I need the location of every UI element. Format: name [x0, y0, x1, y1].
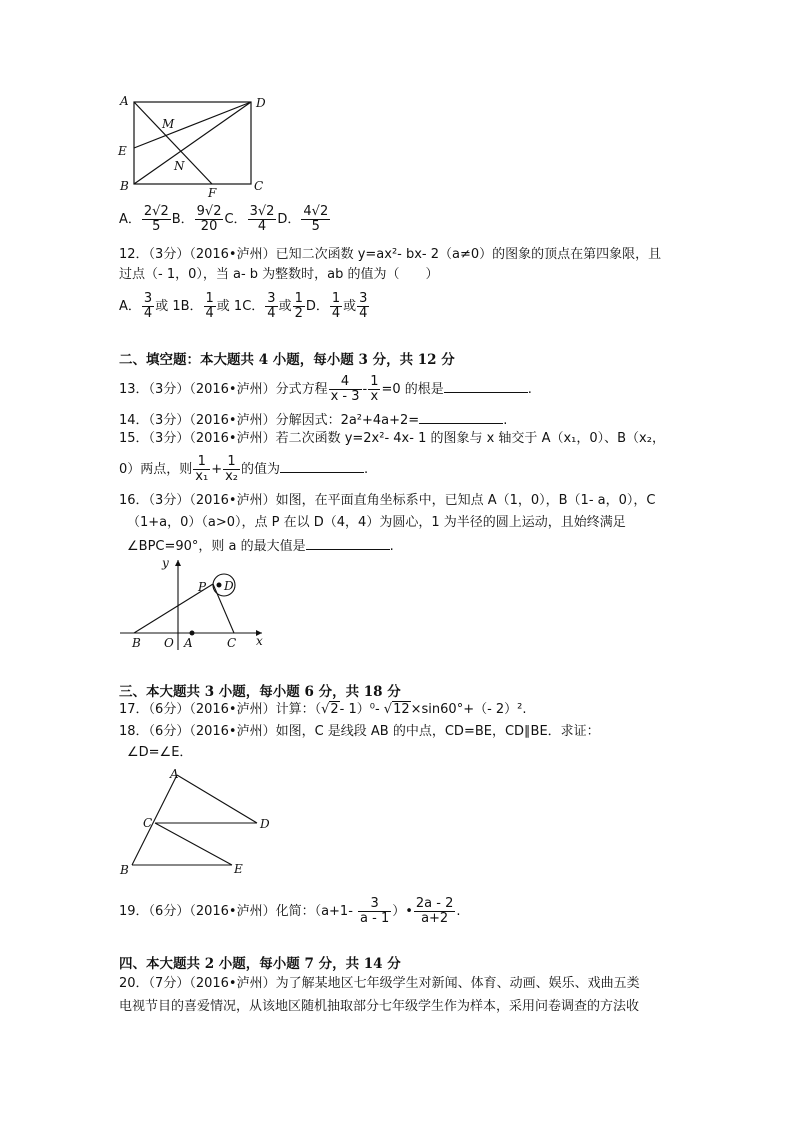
label-B: B — [120, 179, 129, 193]
q11-option-c-letter: C． — [224, 212, 247, 227]
q12-option-d-fraction2: $\frac{3}{4}$ — [359, 291, 368, 321]
q17: 17．（6分）（2016•泸州）计算：（√2- 1）⁰- √12×sin60°+（- 2）². — [119, 702, 527, 717]
label-C: C — [143, 816, 153, 830]
q19: 19．（6分）（2016•泸州）化简：（a+1- $\frac{3}{a - 1}$ ）• $\frac{2a - 2}{a+2}$ . — [119, 896, 461, 926]
q11-option-c-fraction: $\frac{3√2}{4}$ — [249, 204, 275, 234]
q20-line2: 电视节目的喜爱情况，从该地区随机抽取部分七年级学生作为样本，采用问卷调查的方法收 — [119, 999, 640, 1014]
label-A: A — [120, 94, 129, 108]
q11-option-b-letter: B． — [171, 212, 194, 227]
label-D: D — [260, 817, 270, 831]
label-x: x — [256, 634, 263, 648]
q16-line1: 16．（3分）（2016•泸州）如图，在平面直角坐标系中，已知点 A（1，0），B（1- a，0），C — [119, 493, 656, 508]
q12-line2: 过点（- 1，0），当 a- b 为整数时，ab 的值为（ ） — [119, 267, 439, 282]
q11-option-b-fraction: $\frac{9√2}{20}$ — [196, 204, 222, 234]
section3-heading: 三、本大题共 3 小题，每小题 6 分，共 18 分 — [119, 684, 401, 700]
q12-option-d-fraction: $\frac{1}{4}$ — [331, 291, 341, 321]
label-N: N — [174, 159, 185, 173]
label-O: O — [164, 636, 174, 650]
section4-heading: 四、本大题共 2 小题，每小题 7 分，共 14 分 — [119, 956, 401, 972]
q11-options — [119, 205, 331, 234]
q18-line1: 18．（6分）（2016•泸州）如图，C 是线段 AB 的中点，CD=BE，CD∥BE．求证： — [119, 724, 600, 739]
rectangle-figure — [112, 92, 282, 200]
label-C: C — [227, 636, 237, 650]
q16-line3: ∠BPC=90°，则 a 的最大值是 . — [127, 539, 394, 554]
q15-fraction2: $\frac{1}{\text{x₂}}$ — [225, 454, 238, 484]
q13-fraction1: $\frac{4}{x - 3}$ — [330, 374, 360, 404]
q13: 13．（3分）（2016•泸州）分式方程 $\frac{4}{x - 3}$ - $\frac{1}{x}$ =0 的根是 . — [119, 374, 532, 404]
label-B: B — [132, 636, 141, 650]
q14: 14．（3分）（2016•泸州）分解因式：2a²+4a+2= . — [119, 413, 508, 428]
q19-fraction2: $\frac{2a - 2}{a+2}$ — [415, 896, 454, 926]
label-E: E — [234, 862, 243, 876]
label-y: y — [162, 556, 169, 570]
label-P: P — [198, 580, 207, 594]
q20-line1: 20．（7分）（2016•泸州）为了解某地区七年级学生对新闻、体育、动画、娱乐、戏曲五类 — [119, 976, 640, 991]
label-A: A — [170, 767, 179, 781]
q15-fraction1: $\frac{1}{\text{x₁}}$ — [195, 454, 209, 484]
q12-option-b-fraction: $\frac{1}{4}$ — [205, 291, 214, 321]
q15-answer-blank[interactable] — [280, 460, 364, 473]
label-M: M — [162, 117, 175, 131]
label-C: C — [254, 179, 264, 193]
q17-sqrt12: 12 — [393, 702, 410, 717]
q13-fraction2: $\frac{1}{x}$ — [370, 374, 379, 404]
q12-option-c-fraction2: $\frac{1}{2}$ — [294, 291, 303, 321]
section2-heading: 二、填空题：本大题共 4 小题，每小题 3 分，共 12 分 — [119, 352, 455, 368]
label-E: E — [118, 144, 127, 158]
q17-sqrt2: 2 — [330, 702, 339, 717]
q18-line2: ∠D=∠E． — [127, 745, 193, 760]
q11-option-a-fraction: $\frac{2√2}{5}$ — [143, 204, 169, 234]
triangle-figure — [112, 765, 277, 880]
q15-line1: 15．（3分）（2016•泸州）若二次函数 y=2x²- 4x- 1 的图象与 x 轴交于 A（x₁，0）、B（x₂， — [119, 431, 665, 446]
q16-line2: （1+a，0）（a>0），点 P 在以 D（4，4）为圆心，1 为半径的圆上运动，且始终满足 — [127, 515, 626, 530]
label-A: A — [184, 636, 193, 650]
q11-option-a-letter: A． — [119, 212, 141, 227]
q11-option-d-letter: D． — [277, 212, 301, 227]
q12-line1: 12．（3分）（2016•泸州）已知二次函数 y=ax²- bx- 2（a≠0）的图象的顶点在第四象限，且 — [119, 247, 662, 262]
q19-fraction1: $\frac{3}{a - 1}$ — [360, 896, 390, 926]
label-D: D — [224, 579, 234, 593]
label-B: B — [120, 863, 129, 877]
q11-option-d-fraction: $\frac{4√2}{5}$ — [303, 204, 329, 234]
q14-answer-blank[interactable] — [419, 411, 503, 424]
q16-answer-blank[interactable] — [306, 537, 390, 550]
q15-line2: 0）两点，则 $\frac{1}{\text{x₁}}$ + $\frac{1}{\text{x₂}}$ 的值为 . — [119, 454, 369, 484]
q13-answer-blank[interactable] — [444, 380, 528, 393]
q12-options: A． $\frac{3}{4}$ 或 1B． $\frac{1}{4}$ 或 1C． $\frac{3}{4}$ 或 $\frac{1}{2}$ D． $\frac{1}{4}$ 或 $\frac{3}{4}$ — [119, 291, 368, 321]
q12-option-c-fraction: $\frac{3}{4}$ — [267, 291, 276, 321]
coordinate-figure — [112, 555, 272, 655]
q12-option-a-fraction: $\frac{3}{4}$ — [143, 291, 153, 321]
label-F: F — [208, 186, 217, 200]
label-D: D — [256, 96, 266, 110]
